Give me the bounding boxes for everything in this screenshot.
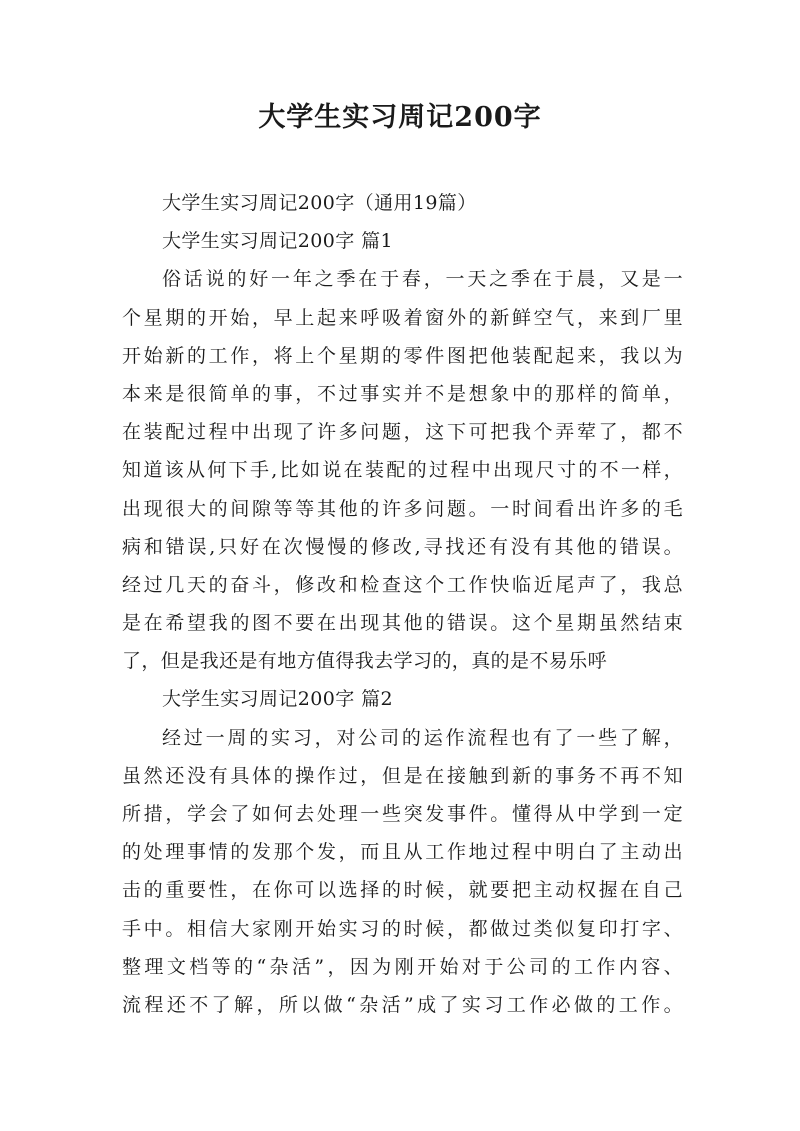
paragraph-line: 经过一周的实习，对公司的运作流程也有了一些了解， bbox=[162, 726, 683, 749]
paragraph-line: 在装配过程中出现了许多问题，这下可把我个弄荤了，都不 bbox=[122, 421, 683, 444]
document-body bbox=[122, 184, 683, 1024]
paragraph-line: 的处理事情的发那个发，而且从工作地过程中明白了主动出 bbox=[122, 841, 683, 864]
paragraph-line: 知道该从何下手,比如说在装配的过程中出现尺寸的不一样， bbox=[122, 459, 683, 482]
paragraph-line: 虽然还没有具体的操作过，但是在接触到新的事务不再不知 bbox=[122, 764, 683, 787]
paragraph-line: 病和错误,只好在次慢慢的修改,寻找还有没有其他的错误。 bbox=[122, 535, 683, 558]
document-title: 大学生实习周记200字 bbox=[258, 102, 542, 133]
paragraph-line: 俗话说的好一年之季在于春，一天之季在于晨，又是一 bbox=[162, 268, 683, 291]
paragraph-line: 整理文档等的“杂活”，因为刚开始对于公司的工作内容、 bbox=[122, 955, 683, 978]
paragraph-line: 出现很大的间隙等等其他的许多问题。一时间看出许多的毛 bbox=[122, 497, 683, 520]
paragraph-line: 开始新的工作，将上个星期的零件图把他装配起来，我以为 bbox=[122, 344, 683, 367]
paragraph-line: 所措，学会了如何去处理一些突发事件。懂得从中学到一定 bbox=[122, 803, 683, 825]
paragraph-line: 击的重要性，在你可以选择的时候，就要把主动权握在自己 bbox=[122, 879, 683, 902]
paragraph-line: 流程还不了解，所以做“杂活”成了实习工作必做的工作。 bbox=[122, 993, 683, 1016]
paragraph-line: 本来是很简单的事，不过事实并不是想象中的那样的简单， bbox=[122, 382, 683, 405]
paragraph-line: 手中。相信大家刚开始实习的时候，都做过类似复印打字、 bbox=[122, 917, 683, 940]
paragraph-line: 个星期的开始，早上起来呼吸着窗外的新鲜空气，来到厂里 bbox=[122, 306, 683, 329]
paragraph-line: 了，但是我还是有地方值得我去学习的，真的是不易乐呼 bbox=[122, 650, 608, 673]
paragraph-line: 是在希望我的图不要在出现其他的错误。这个星期虽然结束 bbox=[122, 612, 683, 635]
section-heading: 大学生实习周记200字 篇1 bbox=[162, 230, 393, 253]
section-heading: 大学生实习周记200字 篇2 bbox=[162, 688, 393, 711]
document-subtitle: 大学生实习周记200字（通用19篇） bbox=[162, 192, 477, 214]
paragraph-line: 经过几天的奋斗，修改和检查这个工作快临近尾声了，我总 bbox=[122, 573, 683, 596]
